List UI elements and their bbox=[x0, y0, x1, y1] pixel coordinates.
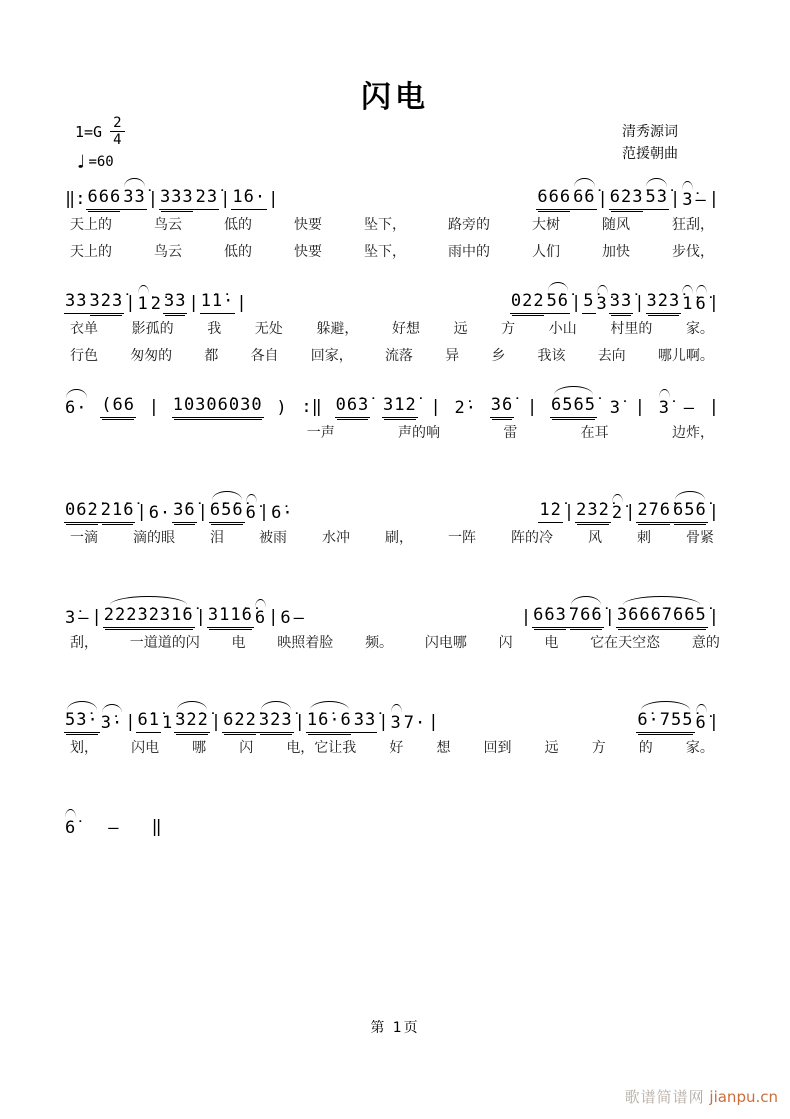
note-group: 3̇6̇6̇6̇7̇6̇6̇5̇ bbox=[616, 606, 708, 628]
note-group: 3̇3̇3̇ bbox=[159, 188, 195, 210]
lyrics-row bbox=[64, 314, 720, 341]
lyric-word: 小山 bbox=[548, 320, 577, 337]
barline: | bbox=[708, 292, 719, 313]
barline: | bbox=[625, 501, 636, 522]
note-group: 3̇3̇ bbox=[122, 188, 146, 210]
notation-row bbox=[64, 276, 720, 314]
note-group: 6̇ bbox=[65, 818, 77, 839]
lyric-word: 无处 bbox=[254, 320, 283, 337]
quarter-note-icon: ♩ bbox=[75, 151, 87, 173]
notation-row bbox=[64, 380, 720, 418]
lyrics-row bbox=[64, 210, 720, 237]
note-group: 3̇2̇2̇ bbox=[174, 711, 210, 733]
lyric-word: 阵的冷 bbox=[511, 529, 553, 546]
lyric-word: 声的响 bbox=[398, 424, 441, 441]
barline: | bbox=[236, 292, 247, 313]
note-group: 6̇5̇6̇ bbox=[672, 501, 708, 523]
note-group: 3̇6̇ bbox=[490, 396, 514, 418]
lyric-word: 边炸， bbox=[671, 424, 714, 441]
barline: | bbox=[708, 606, 719, 627]
notation-row bbox=[64, 485, 720, 523]
lyric-word: 远 bbox=[544, 739, 559, 756]
lyric-word: 流落 bbox=[384, 347, 413, 364]
note-group: 6· bbox=[148, 503, 172, 524]
lyricist-credit: 清秀源词 bbox=[622, 124, 678, 140]
watermark-site-url: jianpu.cn bbox=[709, 1088, 778, 1106]
lyric-word: 村里的 bbox=[610, 320, 653, 337]
barline: | bbox=[378, 711, 389, 732]
barline: | bbox=[220, 188, 231, 209]
note-group: 1̇6̇·6 bbox=[306, 711, 353, 733]
lyric-word: 风 bbox=[588, 529, 602, 546]
note-group: 6̇2̇2̇ bbox=[222, 711, 258, 733]
lyric-word: 鸟云 bbox=[154, 243, 182, 260]
barline: | bbox=[670, 188, 681, 209]
note-group: 1̇6· bbox=[231, 188, 267, 210]
note-group: 6̇2̇3̇ bbox=[609, 188, 645, 210]
barline: | bbox=[520, 606, 532, 627]
note-group: 6̇ bbox=[245, 503, 257, 524]
barline: ‖ bbox=[151, 816, 162, 837]
lyric-word: 映照着脸 bbox=[277, 634, 334, 651]
lyric-word: 去向 bbox=[597, 347, 626, 364]
lyric-word: 低的 bbox=[224, 243, 252, 260]
lyric-word: 刺 bbox=[637, 529, 651, 546]
lyric-word: 回家， bbox=[310, 347, 353, 364]
note-group: 3̇2̇3̇ bbox=[258, 711, 294, 733]
lyric-word: 天上的 bbox=[70, 216, 112, 233]
note-group: 666 bbox=[86, 188, 122, 210]
lyrics-row bbox=[64, 237, 720, 264]
note-group: 3̇ bbox=[658, 398, 670, 419]
lyric-word: 被雨 bbox=[259, 529, 287, 546]
lyric-word: 意的 bbox=[691, 634, 720, 651]
lyric-word: 匆匆的 bbox=[130, 347, 173, 364]
barline: | bbox=[563, 501, 575, 522]
barline: | bbox=[188, 292, 199, 313]
page-number: 第 1页 bbox=[370, 1020, 420, 1036]
lyric-word: 鸟云 bbox=[154, 216, 182, 233]
note-group: 3̇ bbox=[682, 190, 694, 211]
note-group: 3̇3̇ bbox=[64, 292, 88, 314]
barline: | bbox=[147, 188, 158, 209]
lyric-word: 大树 bbox=[532, 216, 560, 233]
lyric-word: 远 bbox=[453, 320, 468, 337]
lyric-word: 衣单 bbox=[70, 320, 98, 337]
lyric-word: 都 bbox=[204, 347, 219, 364]
note-group: (66 bbox=[100, 396, 136, 418]
lyric-word: 雨中的 bbox=[448, 243, 490, 260]
lyric-word: 快要 bbox=[294, 243, 322, 260]
lyric-word: 闪 bbox=[239, 739, 254, 756]
lyric-word: 家。 bbox=[685, 320, 714, 337]
page-title: 闪电 bbox=[361, 80, 429, 115]
lyric-word: 它在天空恣 bbox=[590, 634, 661, 651]
lyric-word: 闪 bbox=[498, 634, 513, 651]
lyric-word: 低的 bbox=[224, 216, 252, 233]
note-group: 6̇· bbox=[271, 503, 294, 524]
lyric-word: 快要 bbox=[294, 216, 322, 233]
lyric-word: 闪电 bbox=[131, 739, 160, 756]
barline: | bbox=[526, 396, 538, 417]
note-group: 3̇ bbox=[390, 713, 402, 734]
system-4 bbox=[64, 485, 720, 550]
note-group: 5̇6̇ bbox=[546, 292, 570, 314]
note-group: 3̇ bbox=[65, 608, 77, 629]
lyric-word: 水冲 bbox=[322, 529, 350, 546]
lyric-word: 好 bbox=[389, 739, 404, 756]
note-group: – bbox=[78, 608, 90, 629]
system-5 bbox=[64, 590, 720, 655]
barline: | bbox=[136, 501, 147, 522]
lyrics-row bbox=[64, 733, 720, 760]
note-group: 6 bbox=[280, 608, 292, 629]
time-signature-numerator: 2 bbox=[110, 116, 124, 132]
barline: | bbox=[708, 396, 719, 417]
lyric-word: 骨紧 bbox=[686, 529, 714, 546]
lyric-word: 异 bbox=[445, 347, 460, 364]
lyric-word: 频。 bbox=[365, 634, 394, 651]
notation-row bbox=[64, 590, 720, 628]
note-group: 3̇6̇ bbox=[172, 501, 196, 523]
lyric-word: 行色 bbox=[70, 347, 98, 364]
note-group: 3̇1̇1̇6̇ bbox=[207, 606, 254, 628]
note-group: 6̇6̇ bbox=[572, 188, 596, 210]
barline: | bbox=[210, 711, 222, 732]
note-group: 2̇· bbox=[454, 398, 477, 419]
note-group: 6̇1̇ bbox=[136, 711, 160, 733]
note-group: 7· bbox=[403, 713, 427, 734]
score bbox=[64, 172, 720, 878]
lyric-word: 哪 bbox=[192, 739, 207, 756]
barline: | bbox=[125, 711, 136, 732]
note-group: 3̇2̇3̇ bbox=[88, 292, 124, 314]
tempo-marking bbox=[75, 151, 125, 173]
note-group: 1̇ bbox=[161, 713, 174, 734]
time-signature bbox=[110, 116, 124, 147]
lyric-word: 电 bbox=[231, 634, 246, 651]
watermark bbox=[625, 1086, 778, 1107]
lyric-word: 天上的 bbox=[70, 243, 112, 260]
lyrics-row bbox=[64, 341, 720, 368]
lyric-word: 划， bbox=[70, 739, 98, 756]
lyric-word: 闪电哪 bbox=[424, 634, 467, 651]
barline: | bbox=[571, 292, 582, 313]
system-1 bbox=[64, 172, 720, 264]
system-2 bbox=[64, 276, 720, 368]
barline: | bbox=[148, 396, 159, 417]
system-6 bbox=[64, 695, 720, 760]
lyric-word: 各自 bbox=[250, 347, 279, 364]
lyrics-row bbox=[64, 523, 720, 550]
note-group: 6̇5̇6̇5̇ bbox=[550, 396, 597, 418]
lyric-word: 一声 bbox=[306, 424, 335, 441]
note-group: 2̇76̇ bbox=[636, 501, 672, 523]
lyric-word: 电，它让我 bbox=[286, 739, 357, 756]
note-group: 6̇ bbox=[695, 294, 707, 315]
barline: | bbox=[268, 606, 279, 627]
lyric-word: 坠下， bbox=[364, 243, 406, 260]
note-group: 3̇· bbox=[100, 713, 124, 734]
barline: :‖ bbox=[301, 396, 322, 417]
lyric-word: 我 bbox=[207, 320, 222, 337]
note-group: 6̇ bbox=[695, 713, 707, 734]
note-group: 2̇3̇ bbox=[195, 188, 219, 210]
tempo-value: =60 bbox=[88, 154, 114, 170]
barline: | bbox=[604, 606, 615, 627]
lyric-word: 影孤的 bbox=[131, 320, 174, 337]
composer-credit: 范援朝曲 bbox=[622, 145, 678, 162]
barline: | bbox=[708, 501, 719, 522]
notation-row bbox=[64, 800, 720, 838]
notation-row bbox=[64, 695, 720, 733]
lyric-word: 在耳 bbox=[580, 424, 609, 441]
barline: | bbox=[294, 711, 305, 732]
lyric-word: 我该 bbox=[537, 347, 566, 364]
note-group: 2̇ bbox=[611, 503, 624, 524]
lyric-word: 的 bbox=[638, 739, 653, 756]
lyric-word: 方 bbox=[591, 739, 606, 756]
notation-row bbox=[64, 172, 720, 210]
note-group: – bbox=[108, 818, 120, 839]
lyric-word: 想 bbox=[436, 739, 451, 756]
note-group: 1̇1̇· bbox=[200, 292, 236, 314]
lyric-word: 刮， bbox=[70, 634, 98, 651]
barline: | bbox=[268, 188, 279, 209]
key-signature bbox=[75, 116, 125, 147]
note-group: 6̇·75̇5̇ bbox=[636, 711, 694, 733]
note-group: 2̇1̇6̇ bbox=[100, 501, 136, 523]
note-group: 5̇3̇ bbox=[645, 188, 669, 210]
note-group: 3̇2̇3̇ bbox=[646, 292, 682, 314]
lyric-word: 电 bbox=[544, 634, 559, 651]
note-group: 6· bbox=[65, 398, 88, 419]
note-group: 1̇ bbox=[682, 294, 694, 315]
lyric-word: 狂刮， bbox=[672, 216, 714, 233]
lyric-word: 一道道的闪 bbox=[129, 634, 200, 651]
barline: ‖: bbox=[65, 188, 86, 209]
note-group: 3̇3̇ bbox=[609, 292, 633, 314]
lyric-word: 躲避， bbox=[316, 320, 359, 337]
note-group: 2̇2̇2̇3̇2̇3̇1̇6̇ bbox=[103, 606, 195, 628]
note-group: 2̇ bbox=[150, 294, 162, 315]
barline: | bbox=[91, 606, 102, 627]
note-group: 6̇6̇3̇ bbox=[532, 606, 568, 628]
note-group: – bbox=[293, 608, 305, 629]
barline: | bbox=[195, 606, 206, 627]
barline: | bbox=[197, 501, 208, 522]
lyric-word: 泪 bbox=[210, 529, 224, 546]
note-group: 06̇3̇ bbox=[335, 396, 371, 418]
lyric-word: 好想 bbox=[391, 320, 420, 337]
note-group: – bbox=[695, 190, 707, 211]
lyric-word: 哪儿啊。 bbox=[657, 347, 714, 364]
note-group: 33 bbox=[163, 292, 187, 314]
barline: | bbox=[430, 396, 441, 417]
time-signature-denominator: 4 bbox=[113, 132, 122, 148]
lyric-word: 随风 bbox=[602, 216, 630, 233]
note-group: 06̇2̇ bbox=[64, 501, 100, 523]
note-group: ) bbox=[276, 398, 288, 419]
lyrics-row bbox=[64, 628, 720, 655]
lyric-word: 回到 bbox=[483, 739, 512, 756]
lyric-word: 滴的眼 bbox=[133, 529, 175, 546]
note-group: 5̇ bbox=[582, 292, 595, 314]
barline: | bbox=[634, 396, 645, 417]
credits-block bbox=[622, 122, 678, 165]
note-group: 3̇3̇ bbox=[353, 711, 377, 733]
barline: | bbox=[597, 188, 608, 209]
barline: | bbox=[428, 711, 439, 732]
lyrics-row bbox=[64, 418, 720, 445]
note-group: 76̇6̇ bbox=[568, 606, 604, 628]
lyric-word: 人们 bbox=[532, 243, 560, 260]
barline: | bbox=[708, 188, 719, 209]
note-group: 6 bbox=[254, 608, 267, 629]
note-group: 1̇2̇ bbox=[538, 501, 562, 523]
note-group: 3̇ bbox=[609, 398, 621, 419]
lyric-word: 雷 bbox=[503, 424, 518, 441]
watermark-site-name: 歌谱简谱网 bbox=[624, 1088, 705, 1106]
note-group: – bbox=[683, 398, 695, 419]
note-group: 3̇ bbox=[596, 294, 608, 315]
barline: | bbox=[125, 292, 136, 313]
lyric-word: 坠下， bbox=[364, 216, 406, 233]
barline: | bbox=[634, 292, 645, 313]
lyric-word: 步伐， bbox=[672, 243, 714, 260]
note-group: 1̇ bbox=[137, 294, 149, 315]
lyric-word: 一滴 bbox=[70, 529, 98, 546]
lyric-word: 刷， bbox=[385, 529, 413, 546]
note-group: 3̇1̇2̇ bbox=[382, 396, 418, 418]
lyric-word: 加快 bbox=[602, 243, 630, 260]
note-group: 5̇3̇· bbox=[64, 711, 100, 733]
key-label: 1=G bbox=[75, 122, 103, 141]
lyric-word: 方 bbox=[501, 320, 516, 337]
note-group: 666 bbox=[536, 188, 572, 210]
note-group: 2̇3̇2̇ bbox=[575, 501, 611, 523]
lyric-word: 家。 bbox=[685, 739, 714, 756]
note-group: 6̇5̇6̇ bbox=[209, 501, 245, 523]
barline: | bbox=[708, 711, 719, 732]
key-tempo-block bbox=[75, 116, 125, 173]
system-3 bbox=[64, 380, 720, 445]
barline: | bbox=[258, 501, 270, 522]
lyric-word: 路旁的 bbox=[448, 216, 490, 233]
lyric-word: 乡 bbox=[491, 347, 506, 364]
system-7 bbox=[64, 800, 720, 838]
note-group: 1̇03̇06̇03̇0 bbox=[172, 396, 264, 418]
note-group: 02̇2̇ bbox=[510, 292, 546, 314]
lyric-word: 一阵 bbox=[448, 529, 476, 546]
